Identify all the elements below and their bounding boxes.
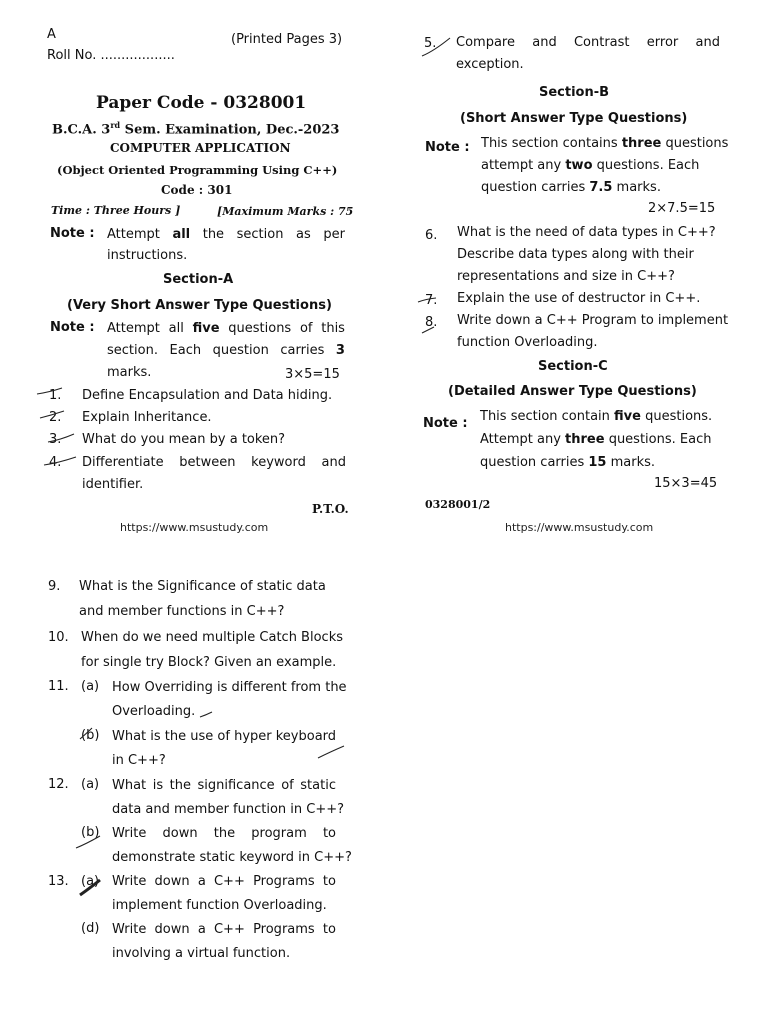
question-number: 10. [48, 630, 69, 645]
section-a-marks: 3×5=15 [285, 367, 340, 382]
question-13a-line-2: implement function Overloading. [112, 898, 327, 913]
section-b-subtitle: (Short Answer Type Questions) [460, 111, 688, 126]
question-12a-line-2: data and member function in C++? [112, 802, 345, 817]
question-number: 9. [48, 579, 61, 594]
footer-url: https://www.msustudy.com [505, 521, 654, 534]
section-c-note-line-2: Attempt any three questions. Each [480, 432, 712, 447]
exam-time: Time : Three Hours ] [51, 204, 181, 217]
section-c-note-label: Note : [423, 416, 468, 431]
note-line-2: instructions. [107, 248, 188, 263]
section-c-marks: 15×3=45 [654, 476, 718, 491]
section-b-title: Section-B [539, 85, 610, 100]
section-a-note-line-1: Attempt all five questions of this [107, 321, 345, 336]
question-4-line-2: identifier. [82, 477, 144, 492]
question-13d-line-1: Write down a C++ Programs to [112, 922, 336, 937]
section-c-title: Section-C [538, 359, 608, 374]
question-12b-line-1: Write down the program to [112, 826, 336, 841]
question-number: 7. [425, 293, 438, 308]
question-11b-label: (b) [81, 728, 100, 743]
question-8-line-1: Write down a C++ Program to implement [457, 313, 729, 328]
question-11a-line-1: How Overriding is different from the [112, 680, 347, 695]
question-13a-label: (a) [81, 874, 100, 889]
question-12b-label: (b) [81, 825, 100, 840]
section-a-note-line-3: marks. [107, 365, 152, 380]
question-number: 8. [425, 315, 438, 330]
question-13d-line-2: involving a virtual function. [112, 946, 291, 961]
question-8-line-2: function Overloading. [457, 335, 598, 350]
question-number: 13. [48, 874, 69, 889]
question-6-line-1: What is the need of data types in C++? [457, 225, 716, 240]
course-code: Code : 301 [161, 183, 233, 197]
page-3 [0, 570, 384, 1024]
exam-title: B.C.A. 3rd Sem. Examination, Dec.-2023 [52, 120, 340, 138]
question-5-line-1: Compare and Contrast error and [456, 35, 720, 50]
section-b-marks: 2×7.5=15 [648, 201, 716, 216]
question-number: 2. [49, 410, 62, 425]
section-c-note-line-3: question carries 15 marks. [480, 455, 656, 470]
section-b-note-line-3: question carries 7.5 marks. [481, 180, 661, 195]
page-2 [392, 0, 768, 545]
question-9-line-1: What is the Significance of static data [79, 579, 326, 594]
footer-page-code: 0328001/2 [425, 498, 491, 511]
question-number: 1. [49, 388, 62, 403]
note-label: Note : [50, 226, 95, 241]
section-b-note-line-2: attempt any two questions. Each [481, 158, 700, 173]
paper-code-title: Paper Code - 0328001 [96, 93, 307, 113]
question-number: 4. [49, 455, 62, 470]
section-b-note-label: Note : [425, 140, 470, 155]
question-2: Explain Inheritance. [82, 410, 212, 425]
section-a-subtitle: (Very Short Answer Type Questions) [67, 298, 332, 313]
question-1: Define Encapsulation and Data hiding. [82, 388, 333, 403]
section-b-note-line-1: This section contains three questions [481, 136, 729, 151]
section-c-subtitle: (Detailed Answer Type Questions) [448, 384, 697, 399]
section-c-note-line-1: This section contain five questions. [480, 409, 713, 424]
tick-mark [200, 712, 212, 717]
question-13a-line-1: Write down a C++ Programs to [112, 874, 336, 889]
question-12a-label: (a) [81, 777, 100, 792]
question-6-line-3: representations and size in C++? [457, 269, 675, 284]
question-13d-label: (d) [81, 921, 100, 936]
note-line-1: Attempt all the section as per [107, 227, 345, 242]
question-12b-line-2: demonstrate static keyword in C++? [112, 850, 352, 865]
question-10-line-1: When do we need multiple Catch Blocks [81, 630, 343, 645]
question-number: 11. [48, 679, 69, 694]
question-11a-line-2: Overloading. [112, 704, 196, 719]
page-1 [0, 0, 384, 545]
question-5-line-2: exception. [456, 57, 524, 72]
paper-set-letter: A [47, 27, 56, 42]
footer-url: https://www.msustudy.com [120, 521, 269, 534]
please-turn-over: P.T.O. [312, 502, 349, 516]
question-11a-label: (a) [81, 679, 100, 694]
question-9-line-2: and member functions in C++? [79, 604, 285, 619]
section-a-note-line-2: section. Each question carries 3 [107, 343, 345, 358]
question-6-line-2: Describe data types along with their [457, 247, 694, 262]
question-4-line-1: Differentiate between keyword and [82, 455, 346, 470]
question-3: What do you mean by a token? [82, 432, 286, 447]
course-title: (Object Oriented Programming Using C++) [57, 163, 338, 177]
question-number: 3. [49, 432, 62, 447]
subject-title: COMPUTER APPLICATION [110, 141, 291, 155]
question-11b-line-2: in C++? [112, 753, 166, 768]
question-11b-line-1: What is the use of hyper keyboard [112, 729, 337, 744]
maximum-marks: [Maximum Marks : 75 [217, 205, 354, 218]
question-number: 5. [424, 36, 437, 51]
printed-pages: (Printed Pages 3) [231, 32, 343, 47]
question-12a-line-1: What is the significance of static [112, 778, 336, 793]
section-a-title: Section-A [163, 272, 234, 287]
roll-number-field: Roll No. .................. [47, 48, 175, 63]
section-a-note-label: Note : [50, 320, 95, 335]
question-number: 12. [48, 777, 69, 792]
question-7: Explain the use of destructor in C++. [457, 291, 701, 306]
question-10-line-2: for single try Block? Given an example. [81, 655, 337, 670]
question-number: 6. [425, 228, 438, 243]
